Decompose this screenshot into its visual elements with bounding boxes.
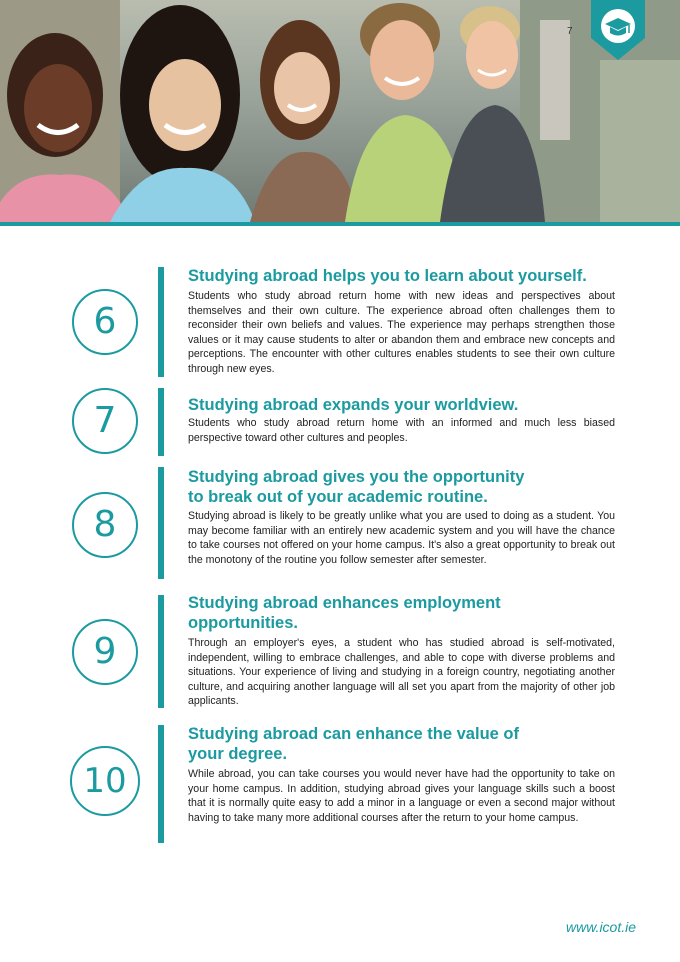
- item-body: Studying abroad is likely to be greatly unlike what you are used to doing as a student. You may become familiar with an entirely new academic system and you will have the chance to take courses not offered on your home campus. It's also a great opportunity to break out the monotony of the routine you follow semester after semester.: [188, 510, 615, 566]
- item-heading-line: opportunities.: [188, 614, 298, 632]
- page-number: 7: [567, 26, 573, 37]
- item-body: Students who study abroad return home with new ideas and perspectives about themselves and their own culture. The experience abroad often challenges them to reconsider their own beliefs and values. The experience may perhaps strengthen those values or it may cause students to alter or abandon them and embrace new concepts and perceptions. The encounter with other cultures enables students to see their own culture through new eyes.: [188, 290, 615, 375]
- item-heading: [188, 593, 618, 633]
- item-heading: [188, 395, 618, 415]
- item-number: 7: [72, 388, 138, 454]
- accent-bar: [158, 725, 164, 843]
- item-number: 9: [72, 619, 138, 685]
- badge: [591, 0, 645, 60]
- item-heading-line: Studying abroad enhances employment: [188, 594, 501, 612]
- item-number: 8: [72, 492, 138, 558]
- accent-bar: [158, 267, 164, 377]
- item-heading: [188, 467, 618, 507]
- item-heading: [188, 266, 618, 286]
- item-body: Through an employer's eyes, a student who has studied abroad is self-motivated, independent, willing to embrace challenges, and able to cope with diverse problems and situations. Your experience of living and studying in a foreign country, negotiating another culture, and acquiring another language will all set you apart from the majority of other job applicants.: [188, 637, 615, 708]
- header-divider: [0, 222, 680, 226]
- graduation-cap-icon: [591, 0, 645, 60]
- item-number: 6: [72, 289, 138, 355]
- item-heading: [188, 724, 618, 764]
- item-heading-line: to break out of your academic routine.: [188, 488, 488, 506]
- item-heading-line: your degree.: [188, 745, 288, 763]
- accent-bar: [158, 467, 164, 579]
- item-number: 10: [70, 746, 140, 816]
- item-heading-line: Studying abroad gives you the opportunity: [188, 468, 525, 486]
- item-heading-line: Studying abroad helps you to learn about yourself.: [188, 267, 587, 285]
- item-heading-line: Studying abroad expands your worldview.: [188, 396, 519, 414]
- accent-bar: [158, 595, 164, 708]
- item-body: While abroad, you can take courses you would never have had the opportunity to take on your home campus. In addition, studying abroad gives your language skills such a boost that it is normally quite easy to add a minor in a language or even a second major without having to take many more additional courses after the return to your home campus.: [188, 768, 615, 824]
- item-body: Students who study abroad return home with an informed and much less biased perspective toward other cultures and peoples.: [188, 417, 615, 444]
- website-link[interactable]: www.icot.ie: [566, 919, 637, 935]
- students-photo-illustration: [0, 0, 680, 222]
- item-heading-line: Studying abroad can enhance the value of: [188, 725, 519, 743]
- header-photo: [0, 0, 680, 222]
- accent-bar: [158, 388, 164, 456]
